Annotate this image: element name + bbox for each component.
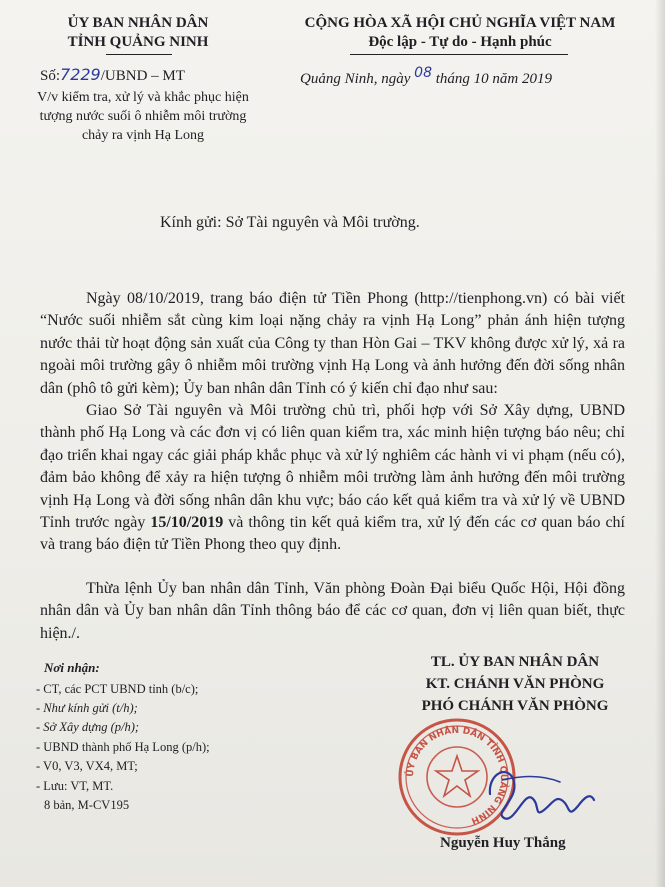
sign-line-1: TL. ỦY BAN NHÂN DÂN [430,654,600,670]
p2-text-a: Giao Sở Tài nguyên và Môi trường chủ trì, phối hợp với Sở Xây dựng, UBND thành phố Hạ Long và các đơn vị có liên quan kiểm tra, xác minh hiện tượng báo nêu; chỉ đạo triển khai ngay các giải pháp khắc phục và xử lý nghiêm các hành vi vi phạm (nếu có), đảm bảo không để xảy ra hiện tượng ô nhiễm môi trường làm ảnh hưởng đến môi trường vịnh Hạ Long và đời sống nhân dân khu vực; báo cáo kết quả kiểm tra và xử lý về UBND Tỉnh trước ngày [40,402,625,532]
org-line-1: ỦY BAN NHÂN DÂN [67,15,209,31]
handwritten-signature-icon [480,752,600,832]
page-edge-shadow [655,0,665,887]
paragraph-text [40,400,625,557]
p2-text-b: và thông tin kết quả kiểm tra, xử lý đến các cơ quan báo chí và trang báo điện tử Tiền Phong theo quy định. [40,514,625,554]
date-line [300,65,552,88]
date-prefix: Quảng Ninh, ngày [300,71,411,87]
addressee-line: Kính gửi: Sở Tài nguyên và Môi trường. [160,214,420,231]
recipients-title: Nơi nhận: [44,660,100,675]
paragraph-text: Thừa lệnh Ủy ban nhân dân Tỉnh, Văn phòng Đoàn Đại biểu Quốc Hội, Hội đồng nhân dân và Ủy ban nhân dân Tỉnh thông báo để các cơ quan, đơn vị liên quan biết, thực hiện./. [40,580,625,642]
seal-text: ỦY BAN NHÂN DÂN TỈNH QUẢNG NINH [405,725,509,826]
issuing-authority [28,14,248,52]
recipient-item: - CT, các PCT UBND tỉnh (b/c); [36,682,199,696]
national-motto [258,14,662,52]
nation-line-1: CỘNG HÒA XÃ HỘI CHỦ NGHĨA VIỆT NAM [304,15,616,31]
body-paragraph-2 [40,400,625,557]
signature-block [400,651,630,717]
recipient-item: - V0, V3, VX4, MT; [36,759,138,773]
signer-name: Nguyễn Huy Thắng [440,835,566,851]
recipient-item: 8 bản, M-CV195 [44,798,130,812]
recipient-item: - Như kính gửi (t/h); [36,701,138,715]
org-underline [106,54,172,55]
deadline-date: 15/10/2019 [150,514,224,532]
org-line-2: TỈNH QUẢNG NINH [67,34,209,50]
motto-underline [350,54,568,55]
paragraph-text: Ngày 08/10/2019, trang báo điện tử Tiền Phong (http://tienphong.vn) có bài viết “Nước suối nhiễm sắt cùng kim loại nặng chảy ra vịnh Hạ Long” phản ánh hiện tượng nước thải từ hoạt động sản xuất của Công ty than Hòn Gai – TKV không được xử lý, xả ra ngoài môi trường gây ô nhiễm môi trường vịnh Hạ Long và ảnh hưởng đến đời sống nhân dân (phô tô gửi kèm); Ủy ban nhân dân Tỉnh có ý kiến chỉ đạo như sau: [40,290,625,397]
recipient-item: - UBND thành phố Hạ Long (p/h); [36,740,210,754]
docno-prefix: Số: [40,68,61,84]
docno-suffix: /UBND – MT [100,68,185,84]
document-number [40,65,185,85]
date-day-handwritten: 08 [414,65,432,81]
document-subject: V/v kiểm tra, xử lý và khắc phục hiện tượng nước suối ô nhiễm môi trường chảy ra vịnh Hạ Long [37,90,249,143]
sign-line-3: PHÓ CHÁNH VĂN PHÒNG [421,698,609,714]
body-paragraph-1 [40,288,625,400]
docno-handwritten: 7229 [60,65,101,84]
recipient-item: - Lưu: VT, MT. [36,779,114,793]
sign-line-2: KT. CHÁNH VĂN PHÒNG [425,676,605,692]
nation-line-2: Độc lập - Tự do - Hạnh phúc [368,34,552,50]
date-suffix: tháng 10 năm 2019 [435,71,552,87]
body-paragraph-3 [40,578,625,645]
recipient-item: - Sở Xây dựng (p/h); [36,720,140,734]
